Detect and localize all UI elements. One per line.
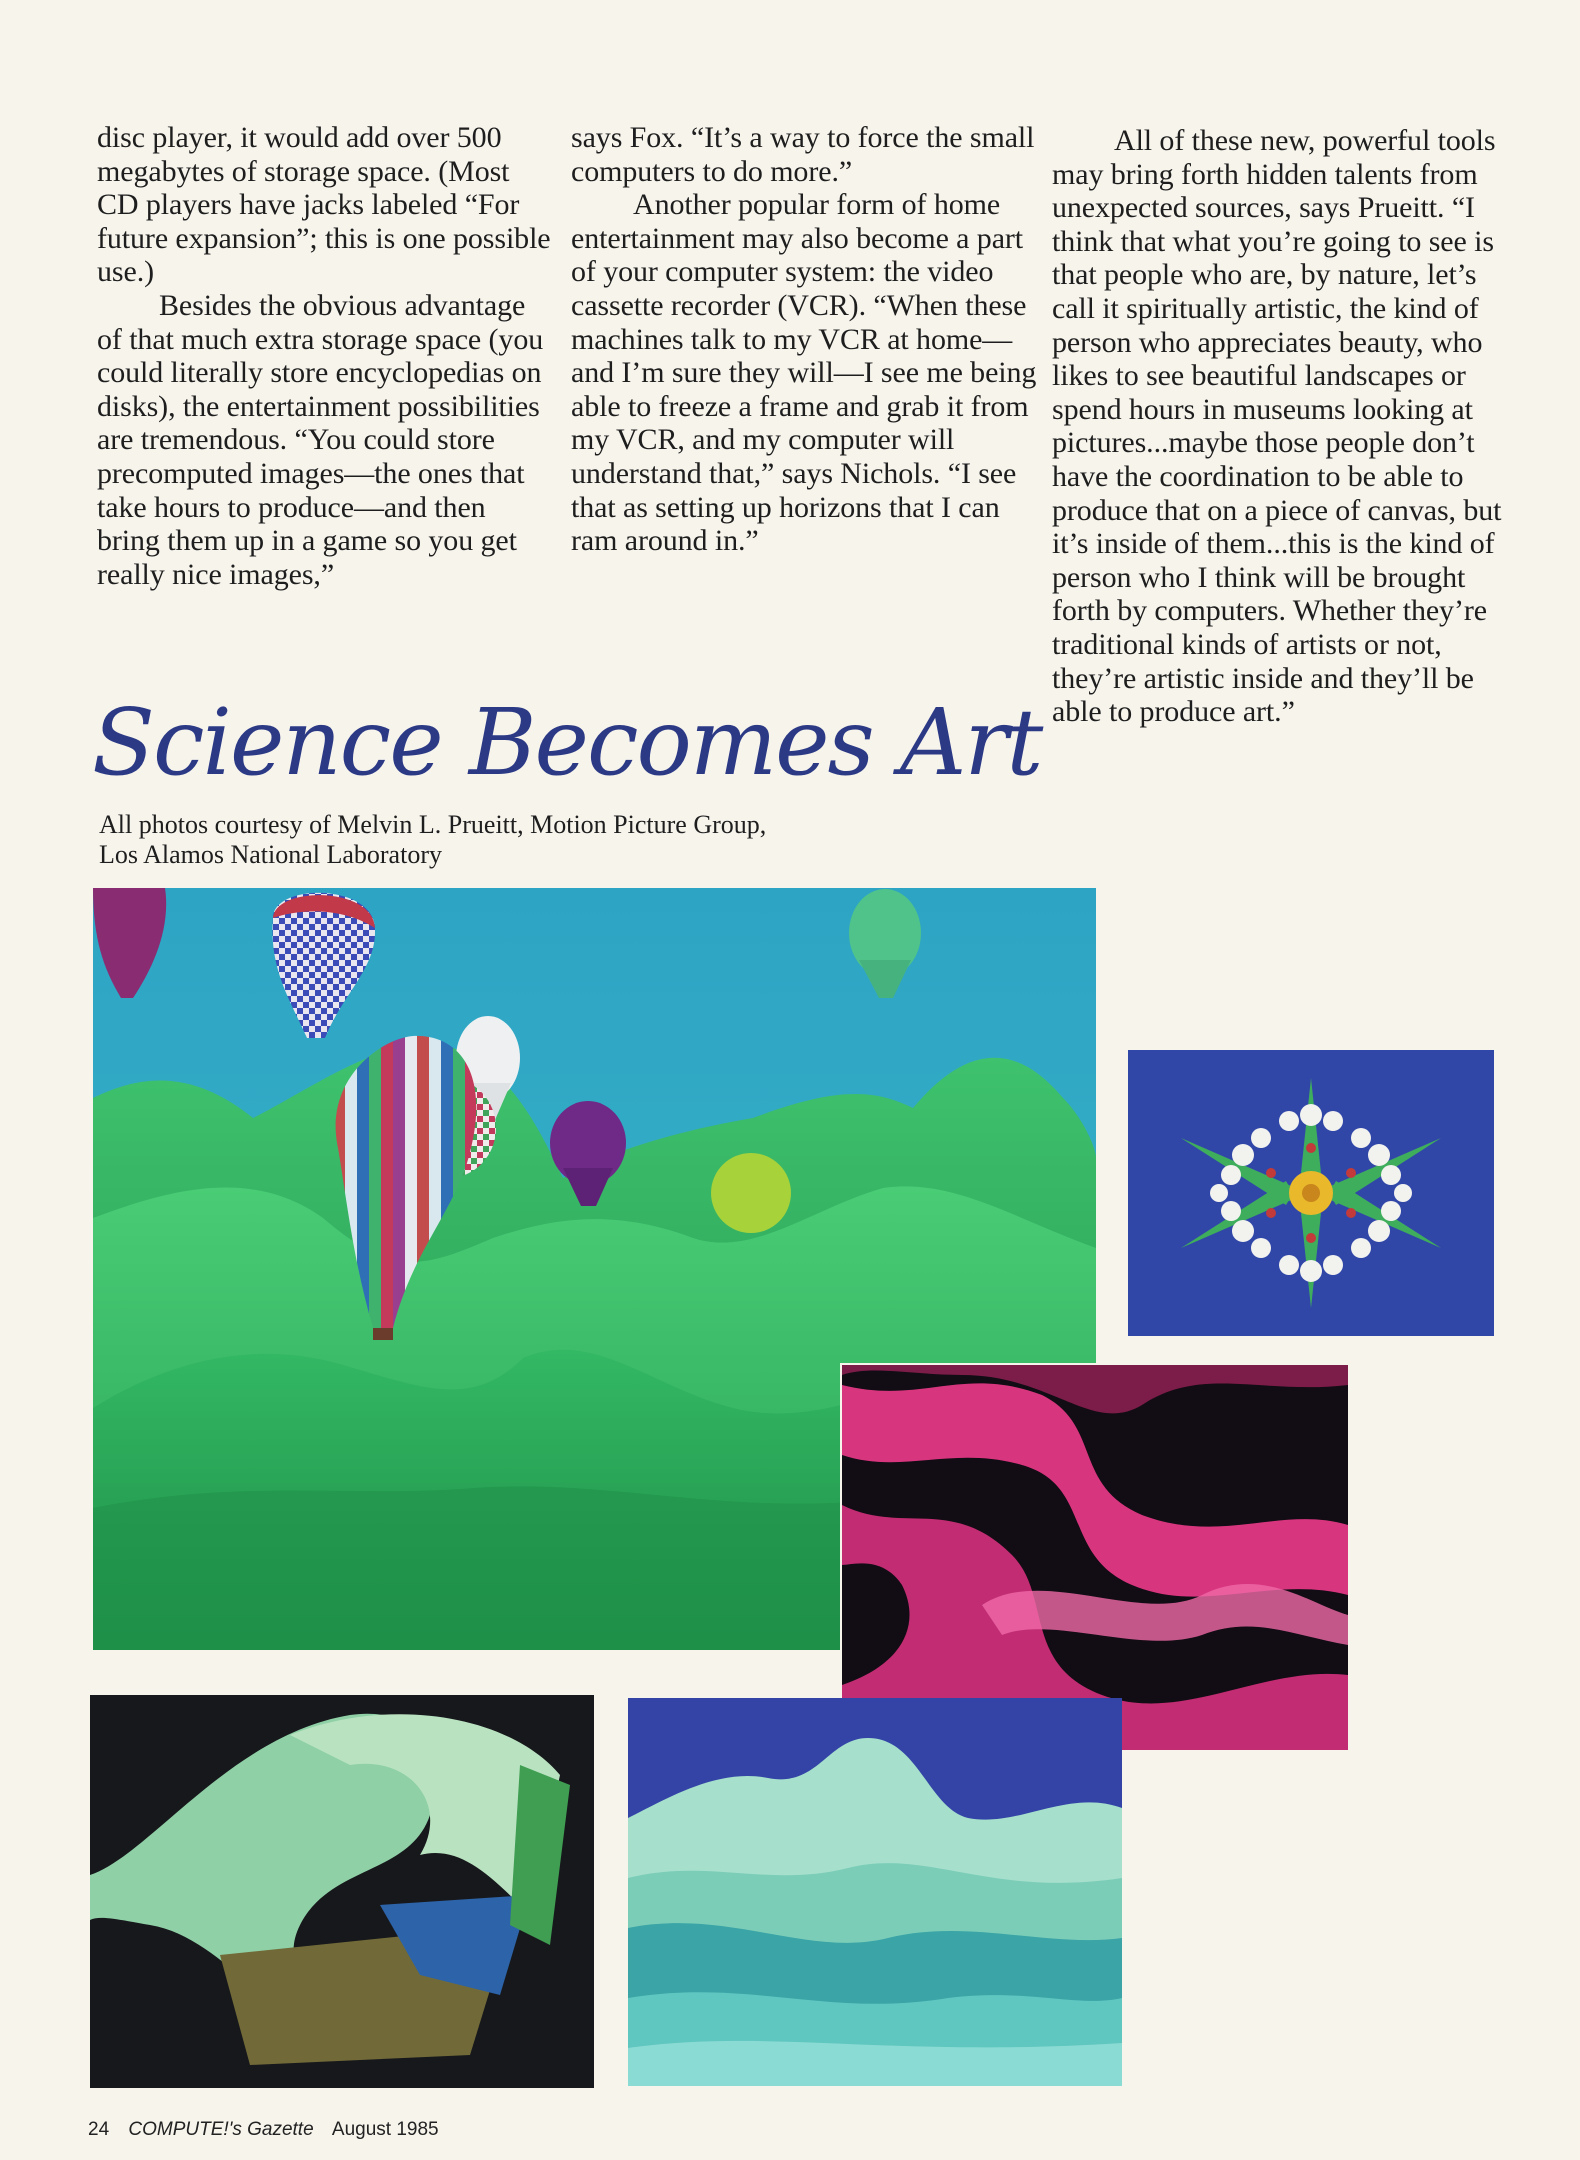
article-column-1 [97, 121, 553, 591]
page-number: 24 [88, 2119, 110, 2140]
paragraph: disc player, it would add over 500 megabytes of storage space. (Most CD players have jacks labeled “For future expansion”; this is one possible use.) [97, 121, 551, 289]
issue-date: August 1985 [331, 2119, 439, 2140]
folded-surface-image [90, 1695, 594, 2088]
magazine-name: COMPUTE!'s Gazette [128, 2119, 314, 2140]
photo-credit-line: All photos courtesy of Melvin L. Prueitt, Motion Picture Group, [99, 810, 767, 839]
photo-credit [99, 810, 959, 870]
article-column-3 [1052, 124, 1512, 729]
paragraph: All of these new, powerful tools may bring forth hidden talents from unexpected sources, says Prueitt. “I think that what you’re going to see is that people who are, by nature, let’s call it spiritually artistic, the kind of person who appreciates beauty, who likes to see beautiful landscapes or spend hours in museums looking at pictures...maybe those people don’t have the coordination to be able to produce that on a piece of canvas, but it’s inside of them...this is the kind of person who I think will be brought forth by computers. Whether they’re traditional kinds of artists or not, they’re artistic inside and they’ll be able to produce art.” [1052, 124, 1502, 729]
section-headline: Science Becomes Art [92, 689, 1042, 796]
snowflake-image [1128, 1050, 1494, 1336]
pink-ribbon-image [842, 1365, 1348, 1750]
paragraph: Besides the obvious advantage of that much extra storage space (you could literally store encyclopedias on disks), the entertainment possibilities are tremendous. “You could store precomputed images—the ones that take hours to produce—and then bring them up in a game so you get really nice images,” [97, 288, 544, 591]
article-column-2 [571, 121, 1037, 558]
paragraph: Another popular form of home entertainment may also become a part of your computer system: the video cassette recorder (VCR). “When these machines talk to my VCR at home—and I’m sure they will—I see me being able to freeze a frame and grab it from my VCR, and my computer will understand that,” says Nichols. “I see that as setting up horizons that I can ram around in.” [571, 188, 1037, 558]
paragraph: says Fox. “It’s a way to force the small computers to do more.” [571, 121, 1035, 188]
page-footer [88, 2116, 688, 2144]
photo-credit-line: Los Alamos National Laboratory [99, 840, 442, 869]
valley-landscape-image [628, 1698, 1122, 2086]
